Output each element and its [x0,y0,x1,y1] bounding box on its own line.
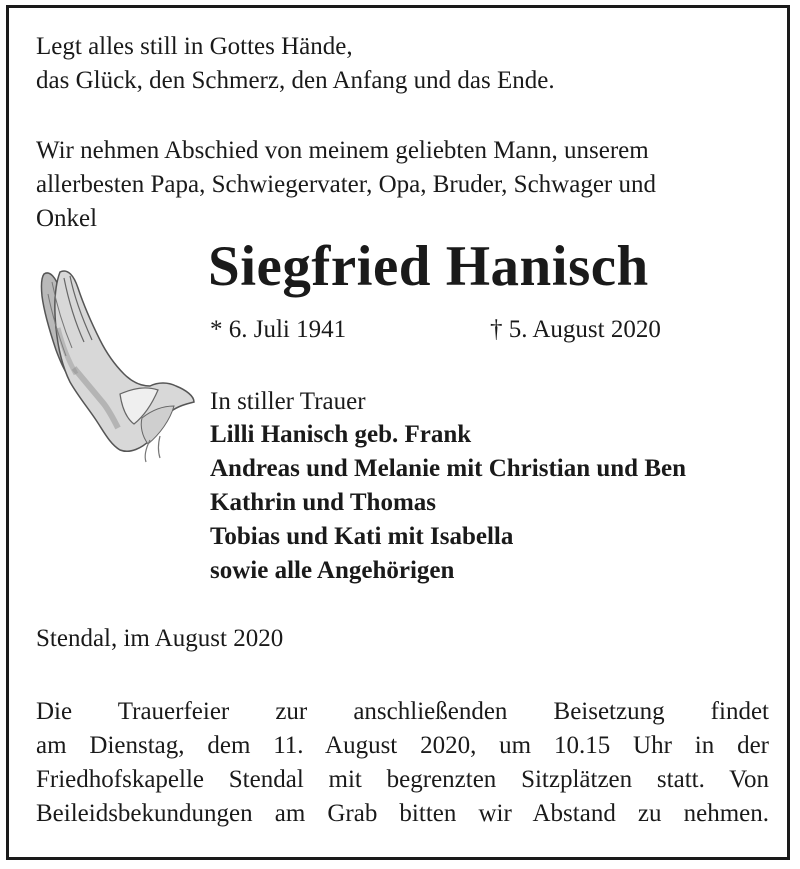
funeral-service-notice [36,695,769,831]
mourners-list [210,418,686,588]
praying-hands-icon [34,268,202,464]
mourner-item: sowie alle Angehörigen [210,557,455,584]
place-date: Stendal, im August 2020 [36,625,284,652]
deceased-name: Siegfried Hanisch [208,235,649,298]
farewell-intro [36,134,656,236]
service-line: Die Trauerfeier zur anschließenden Beisetzung findet [36,698,769,725]
verse [36,30,555,98]
intro-line: Onkel [36,205,98,232]
verse-line: das Glück, den Schmerz, den Anfang und das Ende. [36,67,555,94]
service-line: Friedhofskapelle Stendal mit begrenzten Sitzplätzen statt. Von [36,766,769,793]
verse-line: Legt alles still in Gottes Hände, [36,33,353,60]
mourner-item: Tobias und Kati mit Isabella [210,523,514,550]
birth-date: * 6. Juli 1941 [210,316,347,343]
mourner-item: Kathrin und Thomas [210,489,437,516]
death-date: † 5. August 2020 [490,316,661,343]
mourner-item: Andreas und Melanie mit Christian und Ben [210,455,687,482]
mourning-label: In stiller Trauer [210,388,366,415]
service-line: Beileidsbekundungen am Grab bitten wir Abstand zu nehmen. [36,800,769,827]
intro-line: allerbesten Papa, Schwiegervater, Opa, Bruder, Schwager und [36,171,656,198]
intro-line: Wir nehmen Abschied von meinem geliebten Mann, unserem [36,137,649,164]
mourner-item: Lilli Hanisch geb. Frank [210,421,472,448]
service-line: am Dienstag, dem 11. August 2020, um 10.15 Uhr in der [36,732,769,759]
